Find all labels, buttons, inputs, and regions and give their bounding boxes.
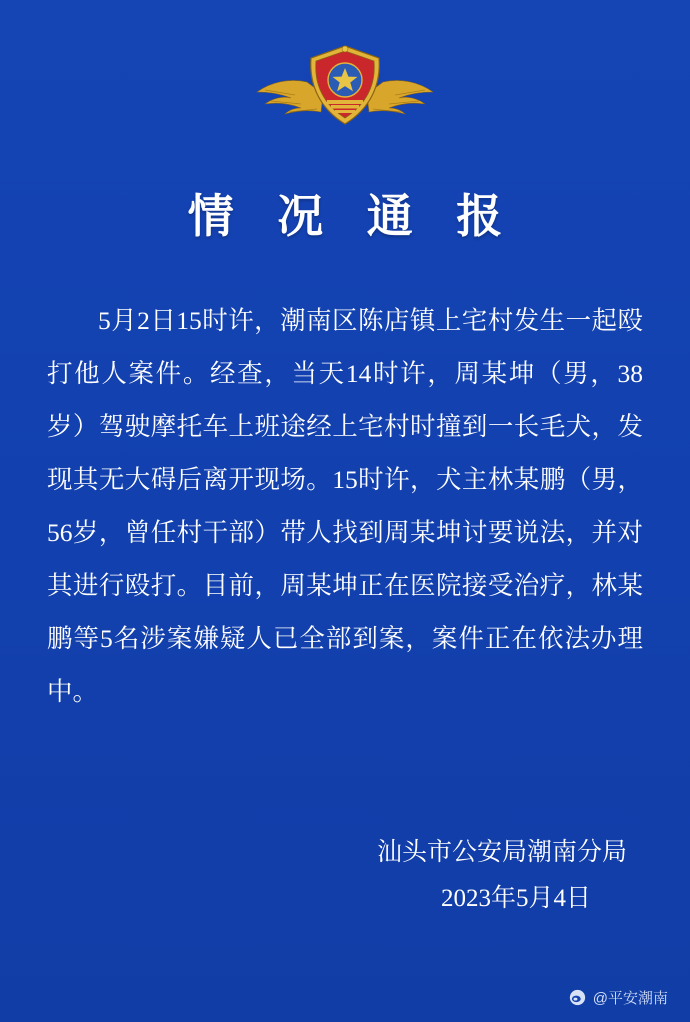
signature-block [47,830,643,922]
footer-account: @平安潮南 [592,990,668,1007]
signature-department: 汕头市公安局潮南分局 [376,839,627,866]
police-emblem-icon [245,38,445,138]
weibo-icon [569,989,586,1006]
police-emblem [245,38,445,138]
footer-watermark [569,987,668,1008]
notice-body: 5月2日15时许，潮南区陈店镇上宅村发生一起殴打他人案件。经查，当天14时许，周某坤（男，38岁）驾驶摩托车上班途经上宅村时撞到一长毛犬，发现其无大碍后离开现场。15时许，犬主林某鹏（男，56岁，曾任村干部）带人找到周某坤讨要说法，并对其进行殴打。目前，周某坤正在医院接受治疗，林某鹏等5名涉案嫌疑人已全部到案，案件正在依法办理中。 [47,306,643,706]
page-title: 情 况 通 报 [187,191,519,242]
signature-date: 2023年5月4日 [440,885,591,912]
